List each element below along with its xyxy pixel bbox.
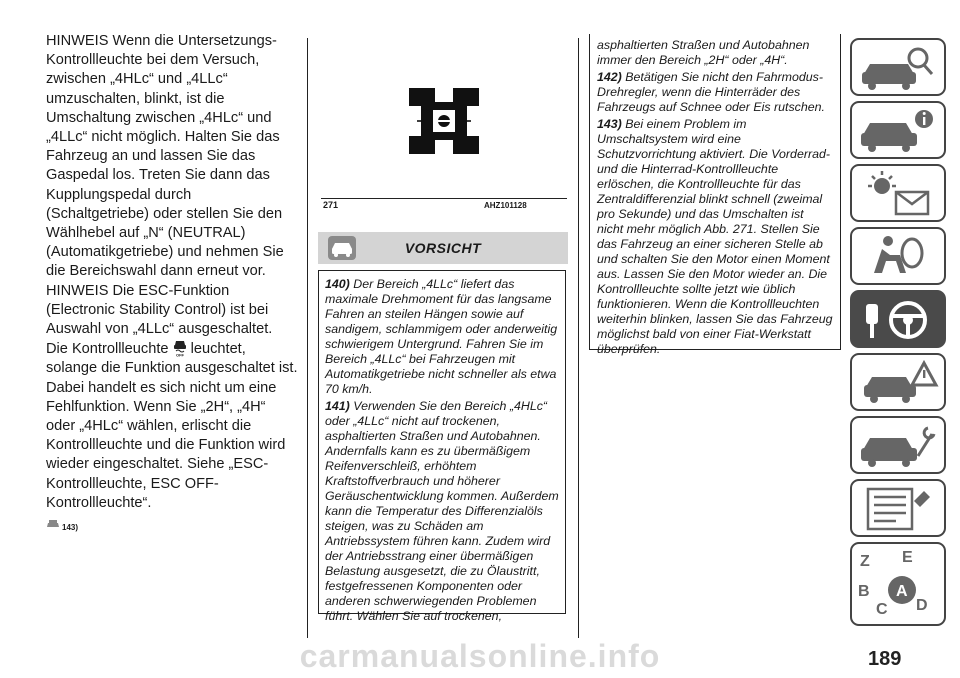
- caution-text: Der Bereich „4LLc“ liefert das maximale Drehmoment für das langsame Fahren an steilen Hängen sowie auf sandigem, schlammigem oder anderweitig schwierigem Untergrund. Fahren Sie im Bereich „4LLc“ bei Fahrzeugen mit Automatikgetriebe nicht schneller als etwa 70 km/h.: [325, 277, 558, 396]
- note-paragraph-1: HINWEIS Wenn die Untersetzungs-Kontrollleuchte bei dem Versuch, zwischen „4HLc“ und „4LLc“ umzuschalten, blinkt, ist die Umschaltung zwischen „4HLc“ und „4LLc“ nicht möglich. Halten Sie das Fahrzeug an und lassen Sie das Gaspedal los. Treten Sie dann das Kupplungspedal durch (Schaltgetriebe) oder stellen Sie den Wählhebel auf „N“ (NEUTRAL) (Automatikgetriebe) und nehmen Sie die Bereichswahl dann erneut vor.: [46, 33, 284, 280]
- note-paragraph-2: HINWEIS Die ESC-Funktion (Electronic Stability Control) ist bei Auswahl von „4LLc“ ausgeschaltet.: [46, 282, 273, 338]
- caution-text: Bei einem Problem im Umschaltsystem wird eine Schutzvorrichtung aktiviert. Die Vorderrad- und die Hinterrad-Kontrollleuchte erlöschen, die Kontrollleuchte für das Zentraldifferenzial blinkt schnell (zweimal pro Sekunde) und das Umschalten ist nicht mehr möglich Abb. 271. Stellen Sie das Fahrzeug an einer sicheren Stelle ab und schalten Sie den Motor einen Moment aus. Lassen Sie den Motor wieder an. Die Kontrollleuchte sollte jetzt wie üblich funktionieren. Wenn die Kontrollleuchten weiterhin blinken, lassen Sie das Fahrzeug möglichst bald von einer Fiat-Werkstatt überprüfen.: [597, 117, 833, 356]
- tab-maintenance[interactable]: [850, 416, 946, 474]
- four-wheel-drive-icon: [321, 36, 567, 196]
- key-steering-wheel-icon: [852, 292, 944, 346]
- caution-item-141: [325, 399, 559, 624]
- index-letter: B: [858, 583, 870, 600]
- reference-number: 143): [62, 523, 79, 533]
- esc-off-label: OFF: [175, 352, 184, 358]
- note-paragraph-3: [46, 339, 298, 513]
- caution-box-continued: [589, 34, 841, 356]
- caution-title: VORSICHT: [404, 240, 482, 256]
- caution-text: Betätigen Sie nicht den Fahrmodus-Drehregler, wenn die Hinterräder des Fahrzeugs auf Schnee oder Eis rutschen.: [597, 70, 825, 114]
- tab-safety[interactable]: [850, 227, 946, 285]
- index-letter: D: [916, 597, 928, 614]
- figure-code: AHZ101128: [484, 201, 527, 210]
- watermark: carmanualsonline.info: [299, 638, 661, 674]
- column-divider-1: [307, 38, 308, 638]
- caution-header: [318, 232, 568, 264]
- caution-box: [318, 270, 566, 623]
- tab-starting-driving[interactable]: [850, 290, 946, 348]
- tab-warning-lights[interactable]: [850, 164, 946, 222]
- warning-lights-icon: [852, 166, 944, 220]
- tab-car-info[interactable]: [850, 101, 946, 159]
- technical-data-icon: [852, 481, 944, 535]
- index-letter: E: [902, 549, 913, 566]
- caution-continuation: asphaltierten Straßen und Autobahnen immer den Bereich „2H“ oder „4H“.: [597, 38, 810, 67]
- caution-item-143: [597, 117, 833, 357]
- note-paragraph-3-start: Die Kontrollleuchte: [46, 341, 169, 358]
- caution-text: Verwenden Sie den Bereich „4HLc“ oder „4LLc“ nicht auf trockenen, asphaltierten Straßen und Autobahnen. Andernfalls kann es zu übermäßigem Reifenverschleiß, erhöhtem Kraftstoffverbrauch und höherer Geräuschentwicklung kommen. Außerdem kann die Temperatur des Differenzialöls steigen, was zu Schäden am Antriebssystem führen kann. Zudem wird der Antriebsstrang einer übermäßigen Belastung ausgesetzt, die zu Ölaustritt, festgefressenen Komponenten oder anderen schwerwiegenden Problemen führt. Wählen Sie auf trockenen,: [325, 399, 559, 623]
- column-left: [46, 32, 298, 537]
- airbag-seat-icon: [852, 229, 944, 283]
- car-search-icon: [852, 40, 944, 94]
- figure-4wd-indicator: [321, 36, 567, 214]
- figure-number: 271: [323, 200, 339, 210]
- car-info-icon: [852, 103, 944, 157]
- tab-emergency[interactable]: [850, 353, 946, 411]
- index-letter: Z: [860, 553, 870, 570]
- caution-ref: 141): [325, 399, 350, 413]
- tab-index[interactable]: [850, 542, 946, 626]
- reference-note: [46, 517, 298, 537]
- note-paragraph-3-end: leuchtet, solange die Funktion ausgeschaltet ist. Dabei handelt es sich nicht um eine Fehlfunktion. Wenn Sie „2H“, „4H“ oder „4HLc“ wählen, erlischt die Kontrollleuchte und die Funktion wird wieder eingeschaltet. Siehe „ESC-Kontrollleuchte, ESC OFF-Kontrollleuchte“.: [46, 341, 298, 511]
- index-letter: C: [876, 601, 888, 618]
- car-service-icon: [852, 418, 944, 472]
- figure-caption-rule: [321, 198, 567, 199]
- page-number: 189: [868, 648, 902, 670]
- caution-item-142: [597, 70, 833, 115]
- caution-ref: 140): [325, 277, 350, 291]
- column-divider-2: [578, 38, 579, 638]
- index-letter: A: [896, 583, 908, 600]
- esc-off-warning-icon: [173, 339, 187, 357]
- caution-ref: 143): [597, 117, 622, 131]
- car-warning-icon: [852, 355, 944, 409]
- caution-ref: 142): [597, 70, 622, 84]
- tab-technical-data[interactable]: [850, 479, 946, 537]
- caution-item-140: [325, 277, 559, 397]
- car-warning-small-icon: [46, 518, 60, 530]
- index-icon: [852, 544, 944, 624]
- tab-car-overview[interactable]: [850, 38, 946, 96]
